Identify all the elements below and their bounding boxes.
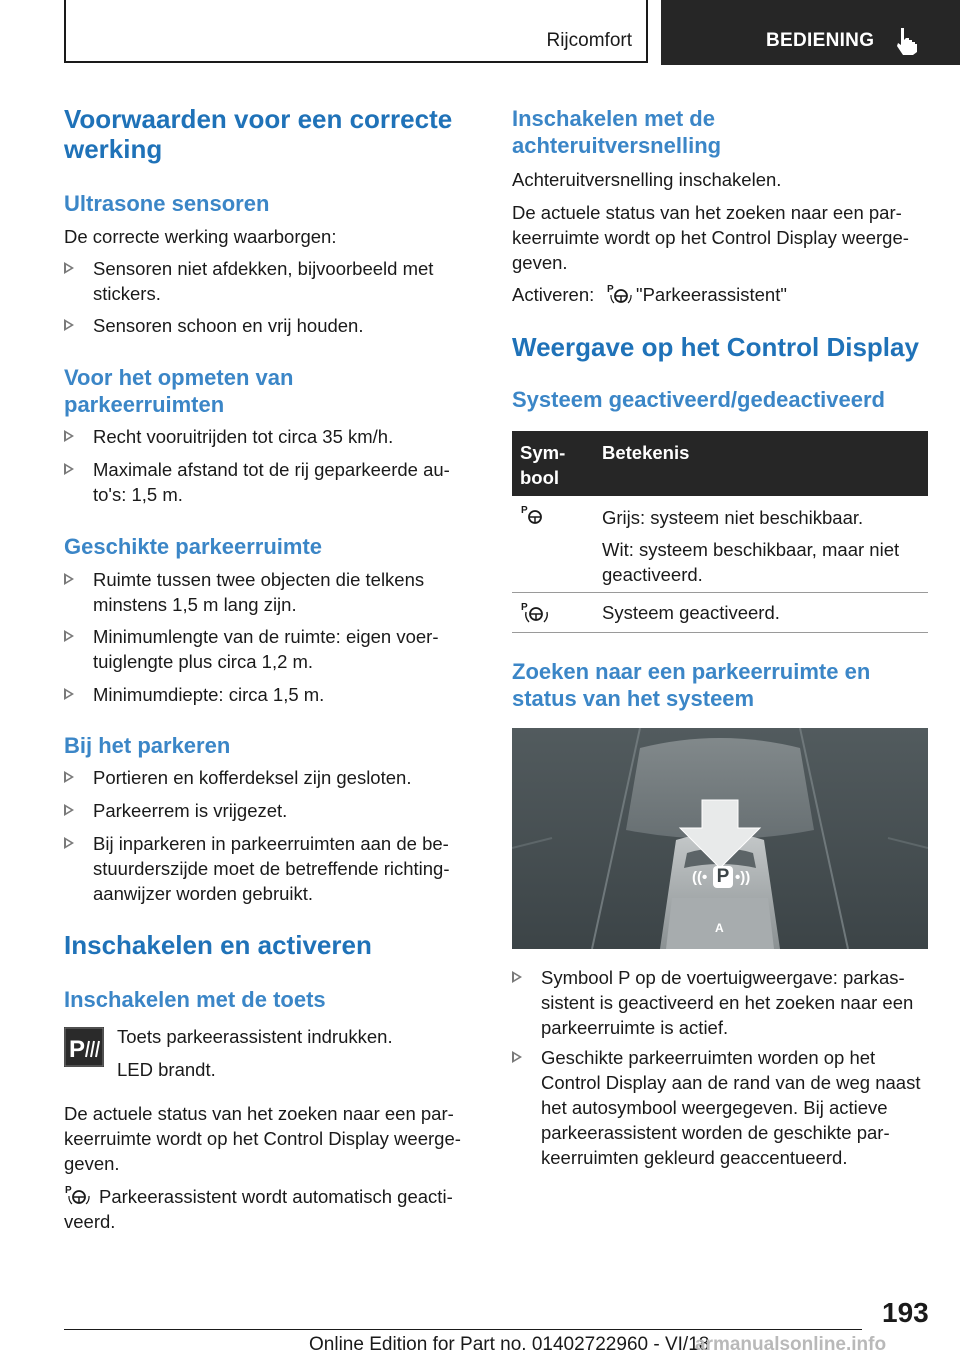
table-row xyxy=(512,593,928,632)
park-assist-inactive-icon xyxy=(520,504,546,526)
parking-display-illustration xyxy=(512,728,928,949)
bullet-triangle-icon xyxy=(512,1051,522,1063)
reverse-status: De actuele status van het zoeken naar een parkeerruimte wordt op het Control Display weergegeven. xyxy=(512,202,909,273)
header-left-frame xyxy=(64,0,648,63)
bullet-triangle-icon xyxy=(512,971,522,983)
bullet-triangle-icon xyxy=(64,573,74,585)
heading-search-status: Zoeken naar een parkeerruimte en status van het systeem xyxy=(512,659,871,711)
bullet-triangle-icon xyxy=(64,430,74,442)
svg-text:P: P xyxy=(69,1036,86,1063)
parking-symbol-p: P xyxy=(713,866,733,888)
heading-measure-spaces: Voor het opmeten van parkeerruimten xyxy=(64,365,294,417)
parking-symbol-left: ((• xyxy=(692,869,708,886)
bullet-triangle-icon xyxy=(64,837,74,849)
ultrasonic-intro: De correcte werking waarborgen: xyxy=(64,226,337,247)
heading-suitable-space: Geschikte parkeerruimte xyxy=(64,534,323,559)
table-row xyxy=(512,496,928,592)
heading-when-parking: Bij het parkeren xyxy=(64,733,231,758)
table-divider xyxy=(512,632,928,633)
bullet-triangle-icon xyxy=(64,630,74,642)
page-number: 193 xyxy=(882,1297,929,1328)
parking-symbol-right: •)) xyxy=(735,869,751,886)
bullet-triangle-icon xyxy=(64,804,74,816)
meaning-active: Systeem geactiveerd. xyxy=(602,602,780,623)
bullet-triangle-icon xyxy=(64,319,74,331)
svg-text:P: P xyxy=(521,602,528,613)
reverse-instruction: Achteruitversnelling inschakelen. xyxy=(512,169,782,190)
meaning-grey: Grijs: systeem niet beschikbaar. xyxy=(602,507,864,528)
status-paragraph: De actuele status van het zoeken naar een parkeerruimte wordt op het Control Display weergegeven. xyxy=(64,1103,461,1174)
table-header xyxy=(512,431,928,496)
car-rear-letter: A xyxy=(715,921,724,935)
watermark: armanualsonline.info xyxy=(695,1334,887,1355)
svg-text:P: P xyxy=(607,284,614,295)
column-header-symbol: Symbool xyxy=(520,442,566,488)
heading-conditions: Voorwaarden voor een correcte werking xyxy=(64,104,453,164)
park-assist-active-icon xyxy=(520,601,550,623)
svg-text:P: P xyxy=(65,1185,72,1196)
park-assist-symbol-icon xyxy=(606,283,632,305)
heading-ultrasonic-sensors: Ultrasone sensoren xyxy=(64,191,270,216)
heading-control-display: Weergave op het Control Display xyxy=(512,332,919,362)
bullet-triangle-icon xyxy=(64,688,74,700)
meaning-white: Wit: systeem beschikbaar, maar niet geactiveerd. xyxy=(602,539,900,585)
bullet-triangle-icon xyxy=(64,771,74,783)
svg-text:P: P xyxy=(521,505,528,516)
display-scene xyxy=(512,728,928,949)
button-instruction: Toets parkeerassistent indrukken. xyxy=(117,1026,393,1047)
footer-divider xyxy=(64,1329,862,1330)
led-text: LED brandt. xyxy=(117,1059,216,1080)
heading-switch-with-button: Inschakelen met de toets xyxy=(64,987,326,1012)
edition-note: Online Edition for Part no. 01402722960 - VI/18 xyxy=(309,1334,710,1355)
pointing-hand-icon xyxy=(894,26,920,56)
bullet-triangle-icon xyxy=(64,262,74,274)
activate-line: Activeren: P "Parkeerassistent" xyxy=(512,284,787,305)
heading-switch-on-activate: Inschakelen en activeren xyxy=(64,930,372,960)
bullet-triangle-icon xyxy=(64,463,74,475)
heading-reverse-gear: Inschakelen met de achteruitversnelling xyxy=(512,106,722,158)
column-header-meaning: Betekenis xyxy=(602,442,690,463)
park-assist-button-icon xyxy=(64,1027,104,1067)
chapter-title: BEDIENING xyxy=(766,30,875,51)
section-title: Rijcomfort xyxy=(546,30,632,51)
heading-system-state: Systeem geactiveerd/gedeactiveerd xyxy=(512,387,885,412)
